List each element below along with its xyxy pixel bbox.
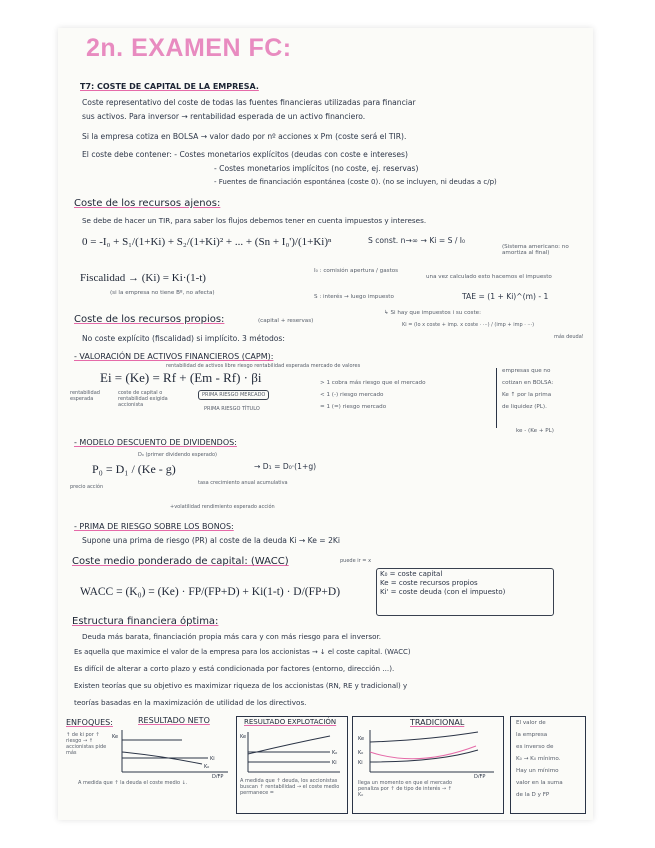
div-top-note: D₀ (primer dividendo esperado): [138, 452, 217, 458]
capm-label: PRIMA RIESGO TÍTULO: [204, 406, 260, 412]
capm-label: coste de capital o rentabilidad exigida accionista: [118, 390, 168, 408]
axis-label: K₀: [204, 764, 210, 770]
right-note: K₀ → K₀ mínimo.: [516, 756, 561, 762]
topic-heading: T7: COSTE DE CAPITAL DE LA EMPRESA.: [80, 82, 259, 91]
propios-heading-note: (capital + reservas): [258, 318, 314, 324]
page-title: 2n. EXAMEN FC:: [86, 34, 292, 62]
graph-caption: A medida que ↑ deuda, los accionistas buscan ↑ rentabilidad → el coste medio permanece =: [240, 778, 340, 796]
wacc-side-note: puede ir = x: [340, 558, 372, 564]
graph-caption: llega un momento en que el mercado penaliza por ↑ de tipo de interés → ↑ K₀: [358, 780, 453, 798]
div-tasa-note: tasa crecimiento anual acumulativa: [198, 480, 288, 486]
capm-top-note: rentabilidad de activos libre riesgo rentabilidad esperada mercado de valores: [166, 363, 361, 369]
capm-label: PRIMA RIESGO MERCADO: [198, 390, 269, 400]
estructura-line: Es aquella que maximice el valor de la empresa para los accionistas → ↓ el coste capital. (WACC): [74, 648, 411, 656]
graph-title: TRADICIONAL: [410, 718, 465, 727]
sistema-note: (Sistema americano: no amortiza al final): [502, 244, 569, 256]
empresas-note: empresas que no: [502, 368, 551, 374]
graph-tradicional: [358, 728, 498, 778]
empresas-note: de liquidez (PL).: [502, 404, 547, 410]
capm-label: rentabilidad esperada: [70, 390, 100, 402]
wacc-legend-item: Ke = coste recursos propios: [380, 578, 478, 587]
axis-label: Ke: [358, 736, 365, 742]
axis-label: D/FP: [212, 774, 224, 778]
graph-panel: [510, 716, 586, 814]
axis-label: D/FP: [474, 774, 486, 778]
axis-label: Ki: [358, 760, 363, 766]
ki-perpetual-formula: S const. n→∞ → Ki = S / I₀: [368, 236, 466, 245]
div-left-note: precio acción: [70, 484, 104, 490]
propios-line: No coste explícito (fiscalidad) si implícito. 3 métodos:: [82, 334, 285, 343]
wacc-formula: WACC = (K₀) = (Ke) · FP/(FP+D) + Ki(1-t) · D/(FP+D): [80, 586, 341, 598]
graph-title: RESULTADO EXPLOTACIÓN: [244, 718, 337, 726]
i0-note2: una vez calculado esto hacemos el impuesto: [426, 274, 552, 280]
empresas-note: ke - (Ke + PL): [516, 428, 554, 434]
graph-left-note: ↑ de ki por ↑ riesgo → ↑ accionistas pide más: [66, 732, 107, 756]
dividend-growth: → D₁ = D₀·(1+g): [254, 462, 317, 471]
dividendos-heading: - MODELO DESCUENTO DE DIVIDENDOS:: [74, 438, 237, 447]
prima-line: Supone una prima de riesgo (PR) al coste de la deuda Ki → Ke = 2Ki: [82, 536, 341, 545]
ajenos-line: Se debe de hacer un TIR, para saber los flujos debemos tener en cuenta impuestos y intereses.: [82, 216, 427, 225]
graph-caption: A medida que ↑ la deuda el coste medio ↓.: [78, 780, 188, 786]
prima-heading: - PRIMA DE RIESGO SOBRE LOS BONOS:: [74, 522, 234, 531]
estructura-line: Deuda más barata, financiación propia más cara y con más riesgo para el inversor.: [82, 632, 382, 641]
beta-item: > 1 cobra más riesgo que el mercado: [320, 380, 426, 386]
axis-label: Ki: [332, 760, 337, 766]
estructura-line: Es difícil de alterar a corto plazo y está condicionada por factores (entorno, dirección ...).: [74, 664, 395, 673]
tae-formula: TAE = (1 + Ki)^(m) - 1: [462, 292, 549, 301]
estructura-line: teorías basadas en la maximización de utilidad de los directivos.: [74, 698, 307, 707]
empresas-note: cotizan en BOLSA:: [502, 380, 554, 386]
bracket-line: [496, 368, 497, 428]
right-note: Hay un mínimo: [516, 768, 559, 774]
axis-label: K₀: [358, 750, 364, 756]
wacc-legend-item: Ki' = coste deuda (con el impuesto): [380, 587, 506, 596]
intro-line: - Costes monetarios implícitos (no coste, ej. reservas): [214, 164, 419, 173]
right-note: valor en la suma: [516, 780, 563, 786]
notebook-page: [58, 28, 593, 820]
beta-item: < 1 (-) riesgo mercado: [320, 392, 384, 398]
empresas-note: Ke ↑ por la prima: [502, 392, 552, 398]
estructura-line: Existen teorías que su objetivo es maximizar riqueza de los accionistas (RN, RE y tradicional) y: [74, 682, 408, 690]
intro-line: - Fuentes de financiación espontánea (coste 0). (no se incluyen, ni deudas a c/p): [214, 178, 497, 186]
si-hay-note: ↳ Si hay que impuestos i su coste:: [384, 310, 481, 316]
intro-line: El coste debe contener: - Costes monetarios explícitos (deudas con coste e intereses): [82, 150, 408, 159]
i0-note: I₀ : comisión apertura / gastos: [314, 268, 399, 274]
section-heading-ajenos: Coste de los recursos ajenos:: [74, 198, 221, 209]
beta-item: = 1 (=) riesgo mercado: [320, 404, 387, 410]
right-note: es inverso de: [516, 744, 554, 750]
graph-resultado-neto: [112, 728, 232, 778]
section-heading-propios: Coste de los recursos propios:: [74, 314, 225, 325]
enfoques-label: ENFOQUES:: [66, 718, 113, 727]
intro-line: sus activos. Para inversor → rentabilidad esperada de un activo financiero.: [82, 112, 366, 121]
wacc-legend-box: [376, 568, 554, 616]
right-note: El valor de: [516, 720, 546, 726]
s-note: S : interés → luego impuesto: [314, 294, 394, 300]
tir-formula: 0 = -I₀ + S₁/(1+Ki) + S₂/(1+Ki)² + ... + (Sn + I₀')/(1+Ki)ⁿ: [82, 236, 332, 248]
capm-heading: - VALORACIÓN DE ACTIVOS FINANCIEROS (CAPM):: [74, 352, 274, 361]
ki-note: más deuda!: [554, 334, 584, 340]
fiscalidad-formula: Fiscalidad → (Ki) = Ki·(1-t): [80, 272, 206, 284]
intro-line: Coste representativo del coste de todas las fuentes financieras utilizadas para financiar: [82, 98, 416, 107]
graph-title: RESULTADO NETO: [138, 716, 210, 725]
axis-label: K₀: [332, 750, 338, 756]
dividend-formula: P₀ = D₁ / (Ke - g): [92, 462, 176, 476]
section-heading-estructura: Estructura financiera óptima:: [72, 616, 219, 627]
intro-line: Si la empresa cotiza en BOLSA → valor dado por nº acciones x Pm (coste será el TIR).: [82, 132, 407, 141]
axis-label: Ke: [240, 734, 247, 740]
axis-label: Ke: [112, 734, 119, 740]
wacc-legend-item: K₀ = coste capital: [380, 570, 443, 578]
axis-label: Ki: [210, 756, 215, 762]
capm-formula: Ei = (Ke) = Rf + (Em - Rf) · βi: [100, 370, 262, 385]
ki-weighted-formula: Ki = (Io x coste + imp. x coste · ···) / (imp + imp · ···): [402, 322, 535, 328]
right-note: la empresa: [516, 732, 548, 738]
right-note: de la D y FP: [516, 792, 550, 798]
div-bottom-note: +volatilidad rendimiento esperado acción: [170, 504, 275, 510]
section-heading-wacc: Coste medio ponderado de capital: (WACC): [72, 556, 289, 567]
fiscalidad-note: (si la empresa no tiene Bº, no afecta): [110, 290, 215, 296]
graph-resultado-explotacion: [240, 730, 344, 776]
